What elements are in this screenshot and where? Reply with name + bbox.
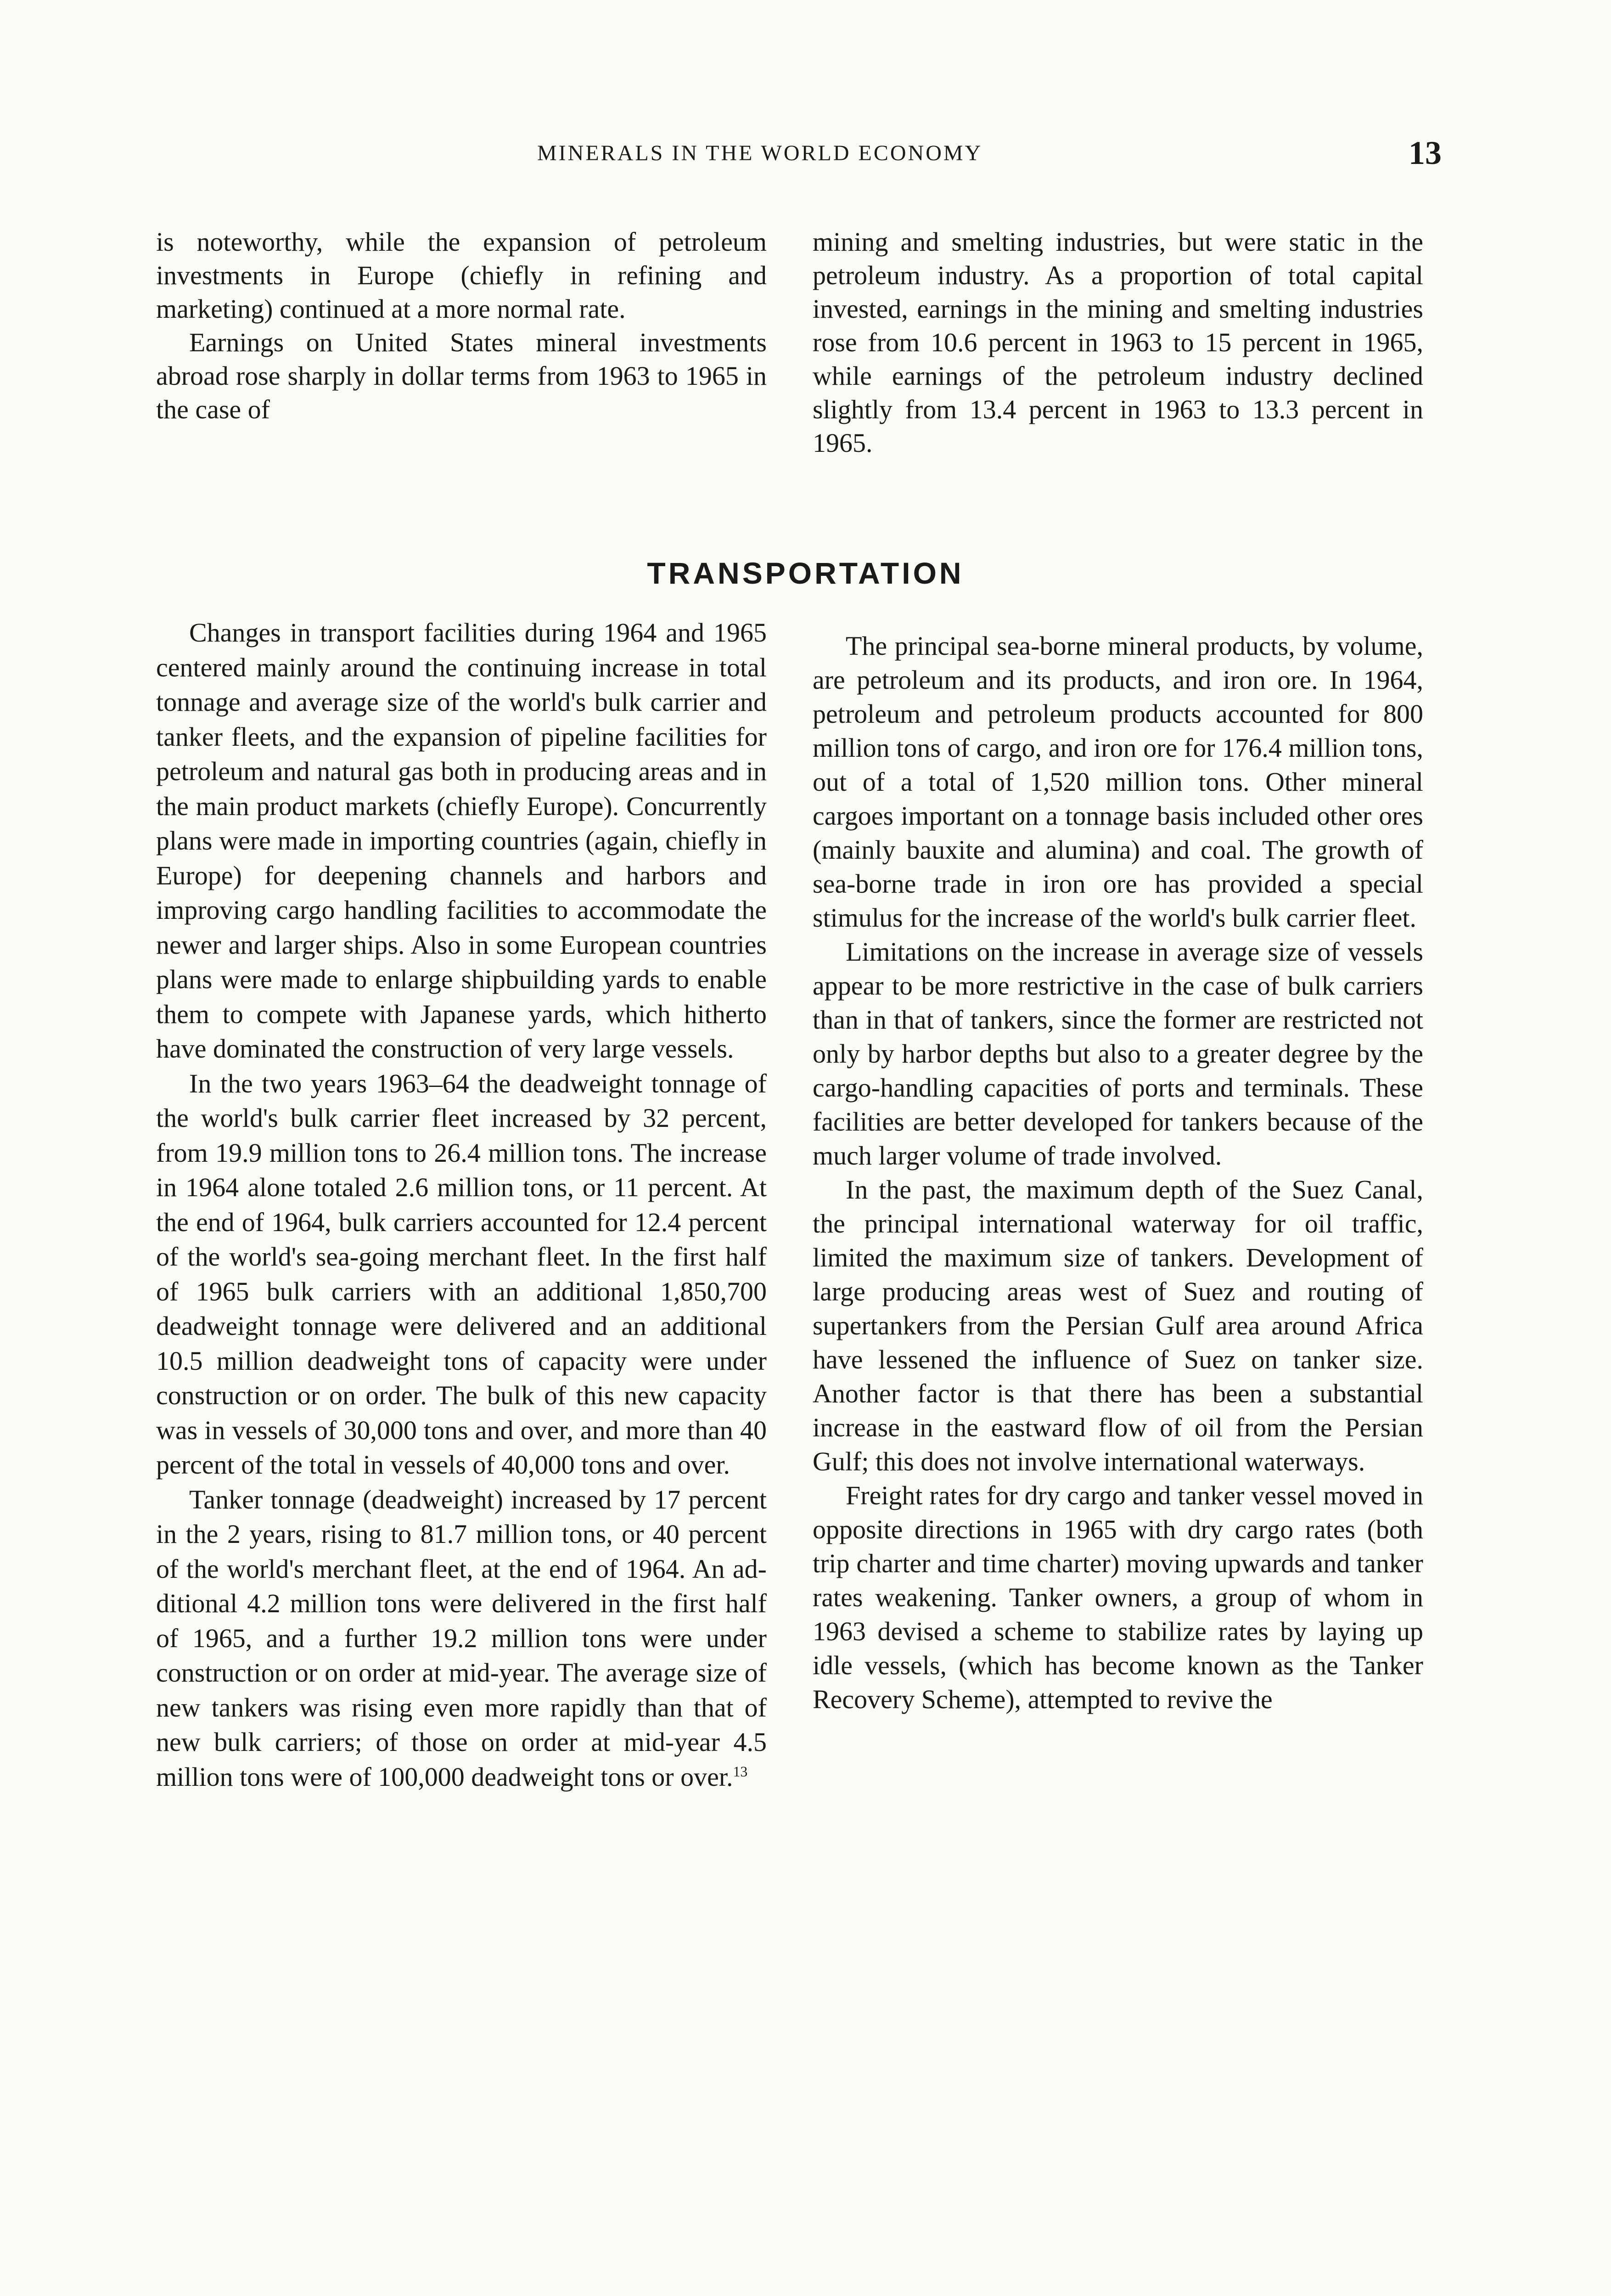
paragraph: Freight rates for dry cargo and tanker vessel moved in opposite directions in 1965 with dry cargo rates (both trip charter and time charter) moving upwards and tanker rates weakening. Tanker owners, a group of whom in 1963 devised a scheme to stabilize rates by laying up idle vessels, (which has become known as the Tanker Recovery Scheme), attempted to revive the bbox=[813, 1480, 1423, 1714]
paragraph: mining and smelting industries, but were static in the petroleum industry. As a proportion of total capital invested, earnings in the mining and smelting industries rose from 10.6 percent in 1963 to 15 percent in 1965, while earnings of the petroleum industry declined slightly from 13.4 percent in 1963 to 13.3 percent in 1965. bbox=[813, 227, 1423, 458]
paragraph: Earnings on United States mineral investments abroad rose sharply in dollar terms from 1963 to 1965 in the case of bbox=[156, 327, 767, 424]
intro-right-column bbox=[813, 225, 1423, 460]
running-title: MINERALS IN THE WORLD ECONOMY bbox=[537, 141, 983, 165]
running-head bbox=[156, 135, 1442, 174]
paragraph: Limitations on the increase in average size of vessels appear to be more restrictive in the case of bulk carriers than in that of tankers, since the former are restricted not only by harbor depths but also to a greater degree by the cargo-handling capacities of ports and terminals. These facilities are better developed for tankers because of the much larger volume of trade involved. bbox=[813, 937, 1423, 1171]
paragraph bbox=[156, 1482, 767, 1795]
paragraph-text: Tanker tonnage (deadweight) increased by 17 percent in the 2 years, rising to 81.7 million tons, or 40 percent of the world's merchant fleet, at the end of 1964. An additional 4.2 million tons were delivered in the first half of 1965, and a further 19.2 million tons were under construction or on order at mid-year. The average size of new tankers was rising even more rapidly than that of new bulk carriers; of those on order at mid-year 4.5 million tons were of 100,000 deadweight tons or over. bbox=[156, 1484, 767, 1792]
paragraph: is noteworthy, while the expansion of petroleum investments in Europe (chiefly in refining and marketing) continued at a more normal rate. bbox=[156, 227, 767, 324]
body-left-column bbox=[156, 615, 767, 1794]
paragraph: The principal sea-borne mineral products, by volume, are petroleum and its products, and iron ore. In 1964, petroleum and petroleum products accounted for 800 million tons of cargo, and iron ore for 176.4 million tons, out of a total of 1,520 million tons. Other mineral cargoes important on a tonnage basis included other ores (mainly bauxite and alumina) and coal. The growth of sea-borne trade in iron ore has provided a special stimulus for the increase of the world's bulk carrier fleet. bbox=[813, 631, 1423, 933]
footnote-reference: 13 bbox=[733, 1763, 748, 1780]
body-right-column bbox=[813, 629, 1423, 1716]
page-number: 13 bbox=[1409, 135, 1442, 171]
intro-left-column bbox=[156, 225, 767, 426]
paragraph: In the past, the maximum depth of the Suez Canal, the principal international waterway for oil traffic, limited the maximum size of tankers. Development of large producing areas west of Suez and routing of supertankers from the Persian Gulf area around Africa have lessened the influence of Suez on tanker size. Another factor is that there has been a substantial increase in the eastward flow of oil from the Persian Gulf; this does not involve international waterways. bbox=[813, 1175, 1423, 1476]
paragraph: In the two years 1963–64 the deadweight tonnage of the world's bulk carrier fleet increased by 32 percent, from 19.9 million tons to 26.4 million tons. The increase in 1964 alone totaled 2.6 million tons, or 11 percent. At the end of 1964, bulk carriers accounted for 12.4 percent of the world's sea-going merchant fleet. In the first half of 1965 bulk carriers with an additional 1,850,700 deadweight tonnage were delivered and an additional 10.5 million deadweight tons of capacity were under construction or on order. The bulk of this new capacity was in vessels of 30,000 tons and over, and more than 40 percent of the total in vessels of 40,000 tons and over. bbox=[156, 1068, 767, 1480]
section-heading: TRANSPORTATION bbox=[647, 556, 964, 590]
paragraph: Changes in transport facilities during 1964 and 1965 centered mainly around the continuing increase in total tonnage and average size of the world's bulk carrier and tanker fleets, and the expansion of pipeline facilities for petroleum and natural gas both in producing areas and in the main product markets (chiefly Europe). Concurrently plans were made in importing countries (again, chiefly in Europe) for deepening channels and harbors and improving cargo handling facilities to accommodate the newer and larger ships. Also in some European countries plans were made to enlarge shipbuilding yards to enable them to compete with Japanese yards, which hitherto have dominated the construction of very large vessels. bbox=[156, 618, 767, 1064]
